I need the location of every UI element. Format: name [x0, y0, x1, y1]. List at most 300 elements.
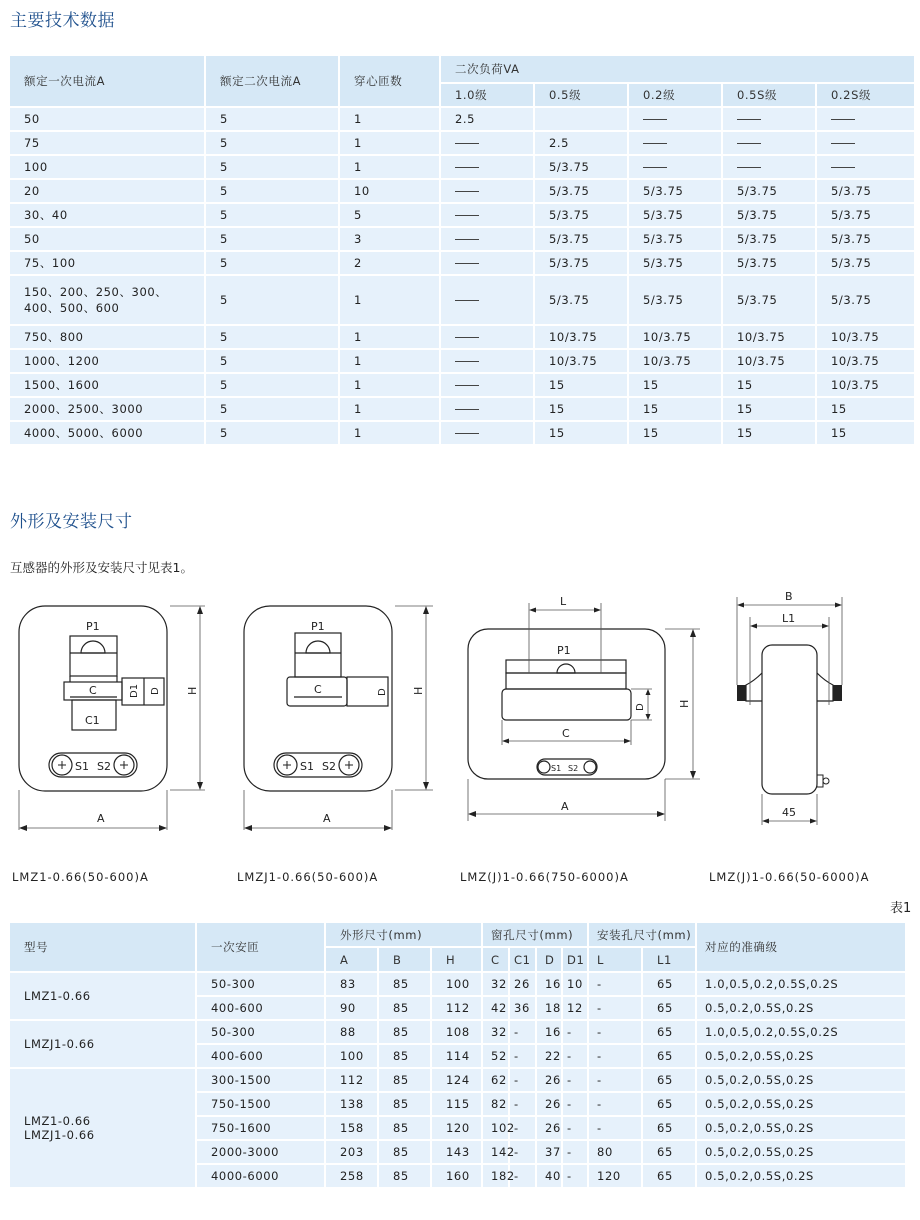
table-row	[9, 131, 915, 155]
sub-header: L	[588, 947, 642, 972]
label-s2: S2	[97, 760, 111, 773]
cell-primary-current	[9, 397, 205, 421]
label-a: A	[561, 800, 569, 813]
label-h: H	[412, 686, 425, 695]
label-d: D	[377, 688, 388, 696]
sub-header: H	[431, 947, 482, 972]
cell-dimension: 100	[431, 972, 482, 996]
cell-burden: 5/3.75	[816, 203, 915, 227]
label-p1: P1	[86, 620, 100, 633]
cell-not-applicable	[440, 275, 534, 325]
cell-not-applicable	[440, 155, 534, 179]
cell-turns: 1	[339, 325, 440, 349]
cell-secondary-current: 5	[205, 373, 339, 397]
sub-header: C	[482, 947, 509, 972]
cell-burden: 5/3.75	[816, 251, 915, 275]
cell-text: 150、200、250、300、	[24, 285, 168, 299]
cell-primary-at: 50-300	[196, 972, 325, 996]
col-header-model: 型号	[9, 922, 196, 972]
dash-mark	[455, 337, 479, 338]
table-row	[9, 203, 915, 227]
cell-primary-at: 400-600	[196, 996, 325, 1020]
cell-text: 400、500、600	[24, 301, 120, 315]
cell-not-applicable	[440, 131, 534, 155]
cell-dimension: 160	[431, 1164, 482, 1188]
cell-burden: 2.5	[534, 131, 628, 155]
cell-dimension: 85	[378, 1164, 431, 1188]
cell-burden: 15	[816, 421, 915, 445]
cell-text: 4000、5000、6000	[24, 426, 144, 440]
col-header-accuracy: 对应的准确级	[696, 922, 906, 972]
cell-not-applicable	[440, 251, 534, 275]
cell-text: 30、40	[24, 208, 68, 222]
label-c1: C1	[85, 714, 100, 727]
cell-dimension: 203	[325, 1140, 378, 1164]
cell-accuracy: 1.0,0.5,0.2,0.5S,0.2S	[696, 972, 906, 996]
col-header-turns: 穿心匝数	[339, 55, 440, 107]
cell-dimension: 26	[536, 1068, 562, 1092]
cell-burden: 5/3.75	[722, 251, 816, 275]
sub-header: B	[378, 947, 431, 972]
cell-not-applicable	[816, 155, 915, 179]
cell-turns: 10	[339, 179, 440, 203]
cell-dimension: 102	[482, 1116, 509, 1140]
col-header-secondary-current: 额定二次电流A	[205, 55, 339, 107]
cell-dimension: 26	[536, 1116, 562, 1140]
cell-accuracy: 0.5,0.2,0.5S,0.2S	[696, 1092, 906, 1116]
cell-dimension: -	[509, 1044, 536, 1068]
cell-dimension: 258	[325, 1164, 378, 1188]
dash-mark	[455, 361, 479, 362]
cell-dimension: 85	[378, 1068, 431, 1092]
cell-dimension: -	[509, 1068, 536, 1092]
label-l: L	[560, 595, 567, 608]
cell-dimension: 85	[378, 1140, 431, 1164]
cell-dimension: 120	[588, 1164, 642, 1188]
cell-not-applicable	[440, 397, 534, 421]
housing-outline	[762, 645, 817, 794]
col-header-burden: 二次负荷VA	[440, 55, 915, 83]
dash-mark	[737, 167, 761, 168]
cell-not-applicable	[628, 155, 722, 179]
cell-primary-current	[9, 421, 205, 445]
cell-dimension: 182	[482, 1164, 509, 1188]
col-header-primary-current: 额定一次电流A	[9, 55, 205, 107]
cell-burden: 15	[722, 397, 816, 421]
table-row	[9, 349, 915, 373]
table-row	[9, 227, 915, 251]
col-header-window-dims: 窗孔尺寸(mm)	[482, 922, 588, 947]
cell-burden: 5/3.75	[816, 179, 915, 203]
cell-burden: 10/3.75	[628, 349, 722, 373]
cell-dimension: 85	[378, 1020, 431, 1044]
cell-text: 20	[24, 184, 40, 198]
cell-text: LMZ1-0.66	[24, 1114, 91, 1128]
cell-turns: 2	[339, 251, 440, 275]
dimensions-table	[8, 921, 907, 1189]
housing-outline	[244, 606, 392, 791]
cell-burden: 10/3.75	[722, 349, 816, 373]
cell-burden: 5/3.75	[722, 275, 816, 325]
cell-dimension: 114	[431, 1044, 482, 1068]
cell-accuracy: 0.5,0.2,0.5S,0.2S	[696, 1044, 906, 1068]
dash-mark	[455, 239, 479, 240]
cell-accuracy: 0.5,0.2,0.5S,0.2S	[696, 1140, 906, 1164]
col-header-class: 0.5级	[534, 83, 628, 107]
drawing-lmzj1-large	[450, 585, 700, 830]
col-header-class: 0.5S级	[722, 83, 816, 107]
label-d1: D1	[129, 683, 140, 698]
section-title-dimensions: 外形及安装尺寸	[10, 512, 133, 532]
cell-not-applicable	[722, 131, 816, 155]
drawing-side-view	[700, 585, 870, 830]
cell-burden: 10/3.75	[816, 373, 915, 397]
intro-text: 互感器的外形及安装尺寸见表1。	[10, 560, 193, 575]
cell-primary-current	[9, 373, 205, 397]
cell-burden: 5/3.75	[816, 275, 915, 325]
cell-primary-at: 750-1500	[196, 1092, 325, 1116]
label-d: D	[150, 687, 161, 695]
cell-burden: 5/3.75	[628, 203, 722, 227]
cell-burden: 10/3.75	[816, 325, 915, 349]
cell-not-applicable	[440, 325, 534, 349]
cell-text: 2000、2500、3000	[24, 402, 144, 416]
cell-text: 75	[24, 136, 40, 150]
cell-burden: 10/3.75	[628, 325, 722, 349]
col-header-class: 1.0级	[440, 83, 534, 107]
cell-burden: 15	[628, 397, 722, 421]
table-row	[9, 373, 915, 397]
cell-text: 50	[24, 112, 40, 126]
cell-model	[9, 972, 196, 1020]
cell-secondary-current: 5	[205, 251, 339, 275]
cell-primary-current	[9, 203, 205, 227]
cell-text: LMZJ1-0.66	[24, 1037, 95, 1051]
label-l1: L1	[782, 612, 796, 625]
sub-header: L1	[642, 947, 696, 972]
cell-dimension: 65	[642, 1092, 696, 1116]
cell-dimension: 65	[642, 972, 696, 996]
cell-dimension: 112	[325, 1068, 378, 1092]
cell-turns: 1	[339, 397, 440, 421]
label-s2: S2	[322, 760, 336, 773]
cell-text: 75、100	[24, 256, 76, 270]
table-row	[9, 325, 915, 349]
cell-burden: 10/3.75	[534, 325, 628, 349]
sub-header: C1	[509, 947, 536, 972]
cell-dimension: -	[588, 972, 642, 996]
cell-dimension: 108	[431, 1020, 482, 1044]
cell-burden: 15	[722, 421, 816, 445]
cell-dimension: -	[562, 1140, 588, 1164]
cell-burden: 5/3.75	[534, 155, 628, 179]
cell-turns: 1	[339, 421, 440, 445]
cell-dimension: 10	[562, 972, 588, 996]
cell-not-applicable	[440, 179, 534, 203]
cell-dimension: -	[509, 1140, 536, 1164]
cell-primary-current	[9, 251, 205, 275]
label-s2: S2	[568, 764, 579, 773]
cell-dimension: 85	[378, 1116, 431, 1140]
cell-dimension: 32	[482, 972, 509, 996]
cell-primary-current	[9, 227, 205, 251]
cell-dimension: 26	[536, 1092, 562, 1116]
cell-dimension: 90	[325, 996, 378, 1020]
cell-not-applicable	[816, 131, 915, 155]
cell-dimension: -	[588, 1092, 642, 1116]
cell-dimension: 65	[642, 1068, 696, 1092]
section-title-tech-data: 主要技术数据	[10, 11, 115, 31]
cell-turns: 1	[339, 349, 440, 373]
cell-burden: 15	[628, 373, 722, 397]
table-row	[9, 155, 915, 179]
cell-dimension: 65	[642, 1044, 696, 1068]
cell-text: 100	[24, 160, 48, 174]
cell-burden: 5/3.75	[534, 275, 628, 325]
cell-primary-current	[9, 155, 205, 179]
cell-burden: 2.5	[440, 107, 534, 131]
label-c: C	[89, 684, 97, 697]
cell-text: 50	[24, 232, 40, 246]
table-row	[9, 179, 915, 203]
cell-primary-current	[9, 131, 205, 155]
cell-turns: 3	[339, 227, 440, 251]
cell-text: 750、800	[24, 330, 84, 344]
cell-burden: 5/3.75	[628, 251, 722, 275]
cell-dimension: 52	[482, 1044, 509, 1068]
cell-not-applicable	[440, 373, 534, 397]
dash-mark	[455, 409, 479, 410]
cell-accuracy: 0.5,0.2,0.5S,0.2S	[696, 1116, 906, 1140]
cell-dimension: 85	[378, 1044, 431, 1068]
cell-accuracy: 0.5,0.2,0.5S,0.2S	[696, 1068, 906, 1092]
cell-burden: 5/3.75	[534, 251, 628, 275]
col-header-class: 0.2S级	[816, 83, 915, 107]
cell-dimension: 65	[642, 1020, 696, 1044]
caption-lmzj1: LMZJ1-0.66(50-600)A	[237, 870, 379, 884]
cell-secondary-current: 5	[205, 397, 339, 421]
label-b: B	[785, 590, 793, 603]
cell-dimension: 65	[642, 1140, 696, 1164]
label-p1: P1	[557, 644, 571, 657]
cell-dimension: -	[562, 1092, 588, 1116]
cell-dimension: -	[509, 1116, 536, 1140]
cell-burden: 15	[816, 397, 915, 421]
cell-burden: 10/3.75	[816, 349, 915, 373]
col-header-mount-dims: 安装孔尺寸(mm)	[588, 922, 696, 947]
cell-burden: 5/3.75	[628, 227, 722, 251]
cell-burden: 5/3.75	[722, 203, 816, 227]
cell-not-applicable	[440, 421, 534, 445]
cell-text: LMZ1-0.66	[24, 989, 91, 1003]
cell-primary-current	[9, 275, 205, 325]
cell-dimension: -	[509, 1092, 536, 1116]
cell-turns: 1	[339, 131, 440, 155]
cell-dimension: 115	[431, 1092, 482, 1116]
label-s1: S1	[300, 760, 314, 773]
cell-not-applicable	[628, 131, 722, 155]
dash-mark	[831, 143, 855, 144]
label-s1: S1	[75, 760, 89, 773]
tech-data-table	[8, 54, 916, 446]
cell-burden: 15	[534, 421, 628, 445]
cell-dimension: 142	[482, 1140, 509, 1164]
cell-dimension: -	[588, 996, 642, 1020]
label-c: C	[314, 683, 322, 696]
cell-not-applicable	[628, 107, 722, 131]
drawing-lmzj1	[230, 590, 450, 840]
label-h: H	[186, 686, 199, 695]
table-row	[9, 107, 915, 131]
cell-not-applicable	[722, 155, 816, 179]
cell-dimension: 65	[642, 1164, 696, 1188]
cell-secondary-current: 5	[205, 203, 339, 227]
cell-dimension: -	[562, 1020, 588, 1044]
cell-burden: 5/3.75	[534, 227, 628, 251]
cell-primary-current	[9, 349, 205, 373]
housing-outline	[19, 606, 167, 791]
dash-mark	[643, 143, 667, 144]
col-header-outer-dims: 外形尺寸(mm)	[325, 922, 482, 947]
cell-turns: 1	[339, 107, 440, 131]
dash-mark	[455, 433, 479, 434]
cell-secondary-current: 5	[205, 275, 339, 325]
sub-header: D1	[562, 947, 588, 972]
cell-dimension: 112	[431, 996, 482, 1020]
cell-dimension: 26	[509, 972, 536, 996]
cell-secondary-current: 5	[205, 131, 339, 155]
cell-secondary-current: 5	[205, 227, 339, 251]
cell-primary-at: 2000-3000	[196, 1140, 325, 1164]
cell-primary-at: 400-600	[196, 1044, 325, 1068]
cell-dimension: 40	[536, 1164, 562, 1188]
cell-dimension: 16	[536, 1020, 562, 1044]
cell-primary-at: 4000-6000	[196, 1164, 325, 1188]
cell-burden: 5/3.75	[816, 227, 915, 251]
cell-burden: 5/3.75	[722, 179, 816, 203]
table-row	[9, 972, 906, 996]
label-width-45: 45	[782, 806, 796, 819]
sub-header: D	[536, 947, 562, 972]
cell-burden: 15	[534, 373, 628, 397]
cell-dimension: 100	[325, 1044, 378, 1068]
cell-secondary-current: 5	[205, 107, 339, 131]
table-row	[9, 421, 915, 445]
cell-dimension: -	[562, 1068, 588, 1092]
label-a: A	[97, 812, 105, 825]
cell-accuracy: 0.5,0.2,0.5S,0.2S	[696, 1164, 906, 1188]
cell-not-applicable	[440, 227, 534, 251]
cell-dimension: 85	[378, 1092, 431, 1116]
col-header-class: 0.2级	[628, 83, 722, 107]
cell-burden: 5/3.75	[628, 275, 722, 325]
cell-burden: 15	[628, 421, 722, 445]
cell-burden: 15	[722, 373, 816, 397]
label-d: D	[635, 703, 646, 711]
table-row	[9, 251, 915, 275]
label-a: A	[323, 812, 331, 825]
cell-secondary-current: 5	[205, 421, 339, 445]
dash-mark	[737, 143, 761, 144]
cell-dimension: 120	[431, 1116, 482, 1140]
dash-mark	[831, 167, 855, 168]
cell-secondary-current: 5	[205, 179, 339, 203]
cell-burden: 10/3.75	[534, 349, 628, 373]
cell-dimension: 80	[588, 1140, 642, 1164]
dash-mark	[455, 263, 479, 264]
cell-burden: 5/3.75	[534, 179, 628, 203]
cell-secondary-current: 5	[205, 155, 339, 179]
dash-mark	[455, 191, 479, 192]
cell-burden: 5/3.75	[722, 227, 816, 251]
dash-mark	[455, 300, 479, 301]
dash-mark	[455, 167, 479, 168]
cell-dimension: 62	[482, 1068, 509, 1092]
cell-dimension: -	[588, 1044, 642, 1068]
cell-dimension: 22	[536, 1044, 562, 1068]
cell-accuracy: 1.0,0.5,0.2,0.5S,0.2S	[696, 1020, 906, 1044]
cell-dimension: -	[562, 1164, 588, 1188]
dash-mark	[643, 167, 667, 168]
cell-dimension: 37	[536, 1140, 562, 1164]
cell-dimension: -	[562, 1116, 588, 1140]
table-row	[9, 397, 915, 421]
cell-dimension: 85	[378, 996, 431, 1020]
label-p1: P1	[311, 620, 325, 633]
cell-dimension: 36	[509, 996, 536, 1020]
cell-burden: 5/3.75	[534, 203, 628, 227]
cell-dimension: 65	[642, 1116, 696, 1140]
cell-dimension: 83	[325, 972, 378, 996]
cell-burden	[534, 107, 628, 131]
drawing-lmz1	[0, 590, 230, 840]
cell-primary-at: 300-1500	[196, 1068, 325, 1092]
cell-not-applicable	[722, 107, 816, 131]
cell-turns: 1	[339, 155, 440, 179]
cell-dimension: 12	[562, 996, 588, 1020]
table-row	[9, 1068, 906, 1092]
cell-dimension: 124	[431, 1068, 482, 1092]
cell-secondary-current: 5	[205, 349, 339, 373]
cell-dimension: -	[562, 1044, 588, 1068]
cell-dimension: -	[509, 1020, 536, 1044]
dash-mark	[455, 215, 479, 216]
cell-primary-at: 750-1600	[196, 1116, 325, 1140]
cell-dimension: 138	[325, 1092, 378, 1116]
dash-mark	[737, 119, 761, 120]
cell-text: 1000、1200	[24, 354, 100, 368]
cell-dimension: -	[588, 1068, 642, 1092]
caption-side-view: LMZ(J)1-0.66(50-6000)A	[709, 870, 870, 884]
cell-dimension: -	[588, 1020, 642, 1044]
cell-model	[9, 1020, 196, 1068]
cell-not-applicable	[440, 349, 534, 373]
cell-dimension: -	[509, 1164, 536, 1188]
cell-secondary-current: 5	[205, 325, 339, 349]
cell-dimension: 85	[378, 972, 431, 996]
cell-text: 1500、1600	[24, 378, 100, 392]
cell-text: LMZJ1-0.66	[24, 1128, 95, 1142]
sub-header: A	[325, 947, 378, 972]
cell-burden: 10/3.75	[722, 325, 816, 349]
caption-lmz1: LMZ1-0.66(50-600)A	[12, 870, 149, 884]
cell-not-applicable	[440, 203, 534, 227]
cell-not-applicable	[816, 107, 915, 131]
table-row	[9, 1020, 906, 1044]
cell-dimension: 88	[325, 1020, 378, 1044]
cell-primary-current	[9, 107, 205, 131]
dash-mark	[831, 119, 855, 120]
